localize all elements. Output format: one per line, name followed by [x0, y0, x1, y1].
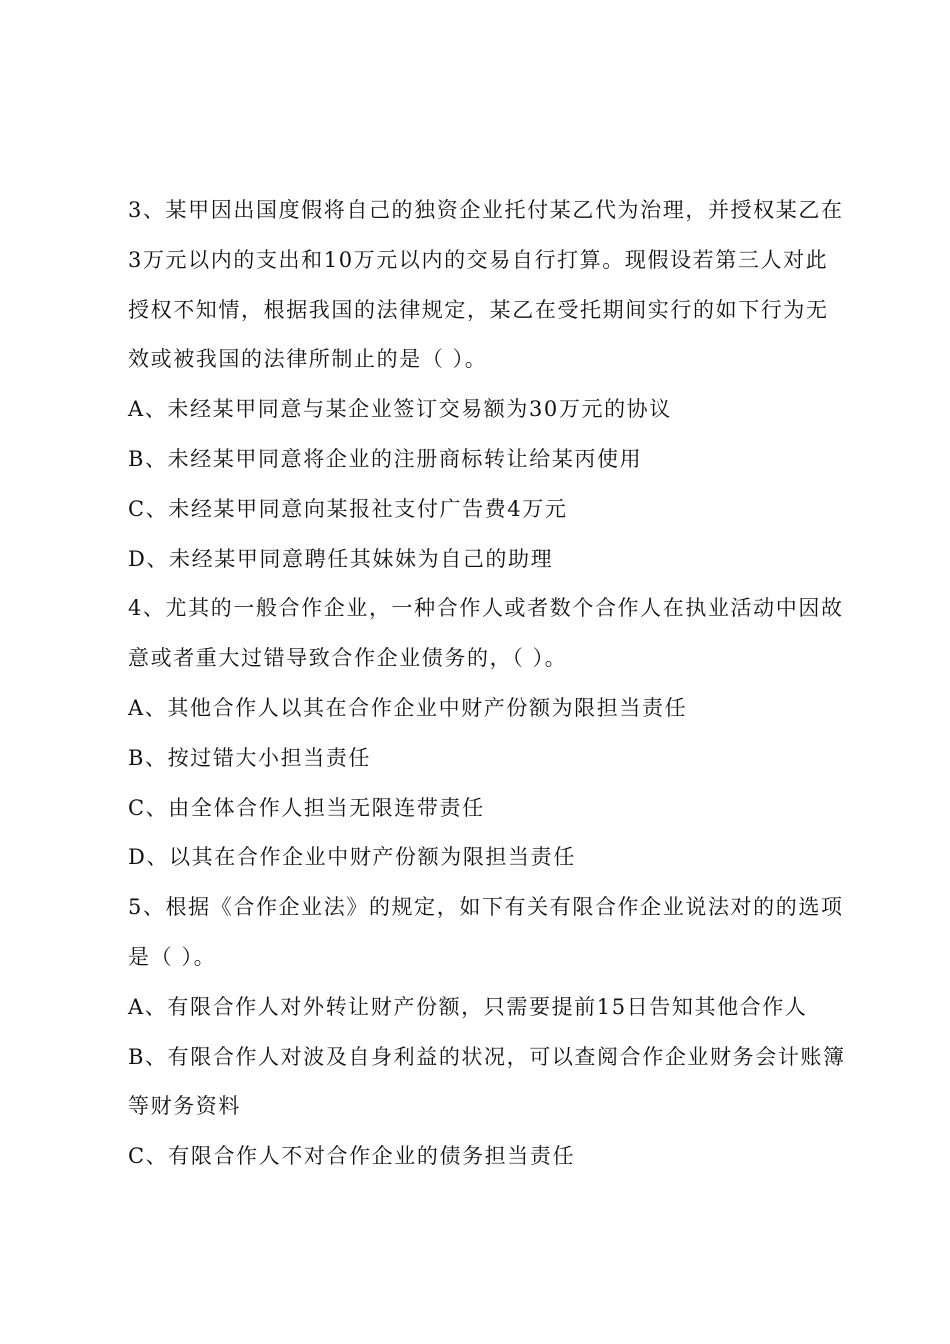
- option-text: C、有限合作人不对合作企业的债务担当责任: [128, 1144, 576, 1169]
- option-text: D、未经某甲同意聘任其妹妹为自己的助理: [128, 546, 554, 571]
- option-text: A、未经某甲同意与某企业签订交易额为30万元的协议: [128, 397, 672, 422]
- option-text: D、以其在合作企业中财产份额为限担当责任: [128, 845, 576, 870]
- option-text: A、有限合作人对外转让财产份额，只需要提前15日告知其他合作人: [128, 994, 808, 1019]
- question-3-line-3: 授权不知情，根据我国的法律规定，某乙在受托期间实行的如下行为无: [128, 297, 829, 322]
- question-3-option-c: [128, 485, 833, 535]
- question-3-line-2: 3万元以内的支出和10万元以内的交易自行打算。现假设若第三人对此: [128, 247, 829, 272]
- question-4-option-b: [128, 734, 833, 784]
- option-text: B、未经某甲同意将企业的注册商标转让给某丙使用: [128, 446, 643, 471]
- question-5-option-b: [128, 1033, 846, 1133]
- question-5-option-a: [128, 983, 833, 1033]
- question-5: [128, 883, 844, 983]
- question-4-line-2: 意或者重大过错导致合作企业债务的，（ ）。: [128, 646, 568, 671]
- question-3-option-d: [128, 535, 833, 585]
- question-3: [128, 186, 844, 385]
- question-4-line-1: 4、尤其的一般合作企业，一种合作人或者数个合作人在执业活动中因故: [128, 596, 844, 621]
- question-5-option-c: [128, 1132, 833, 1182]
- document-page: [128, 186, 846, 1182]
- option-text-line-1: B、有限合作人对波及自身利益的状况，可以查阅合作企业财务会计账簿: [128, 1044, 846, 1069]
- question-4-option-c: [128, 784, 833, 834]
- option-text: B、按过错大小担当责任: [128, 745, 372, 770]
- question-3-line-1: 3、某甲因出国度假将自己的独资企业托付某乙代为治理，并授权某乙在: [128, 198, 844, 222]
- question-4: [128, 584, 844, 684]
- question-3-option-b: [128, 435, 833, 485]
- question-3-line-4: 效或被我国的法律所制止的是（ ）。: [128, 347, 488, 372]
- question-4-option-a: [128, 684, 833, 734]
- option-text: A、其他合作人以其在合作企业中财产份额为限担当责任: [128, 695, 688, 720]
- option-text: C、未经某甲同意向某报社支付广告费4万元: [128, 496, 568, 521]
- question-5-line-2: 是（ ）。: [128, 944, 217, 969]
- option-text-line-2: 等财务资料: [128, 1094, 241, 1119]
- question-5-line-1: 5、根据《合作企业法》的规定，如下有关有限合作企业说法对的的选项: [128, 895, 844, 920]
- option-text: C、由全体合作人担当无限连带责任: [128, 795, 485, 820]
- question-4-option-d: [128, 833, 833, 883]
- question-3-option-a: [128, 385, 833, 435]
